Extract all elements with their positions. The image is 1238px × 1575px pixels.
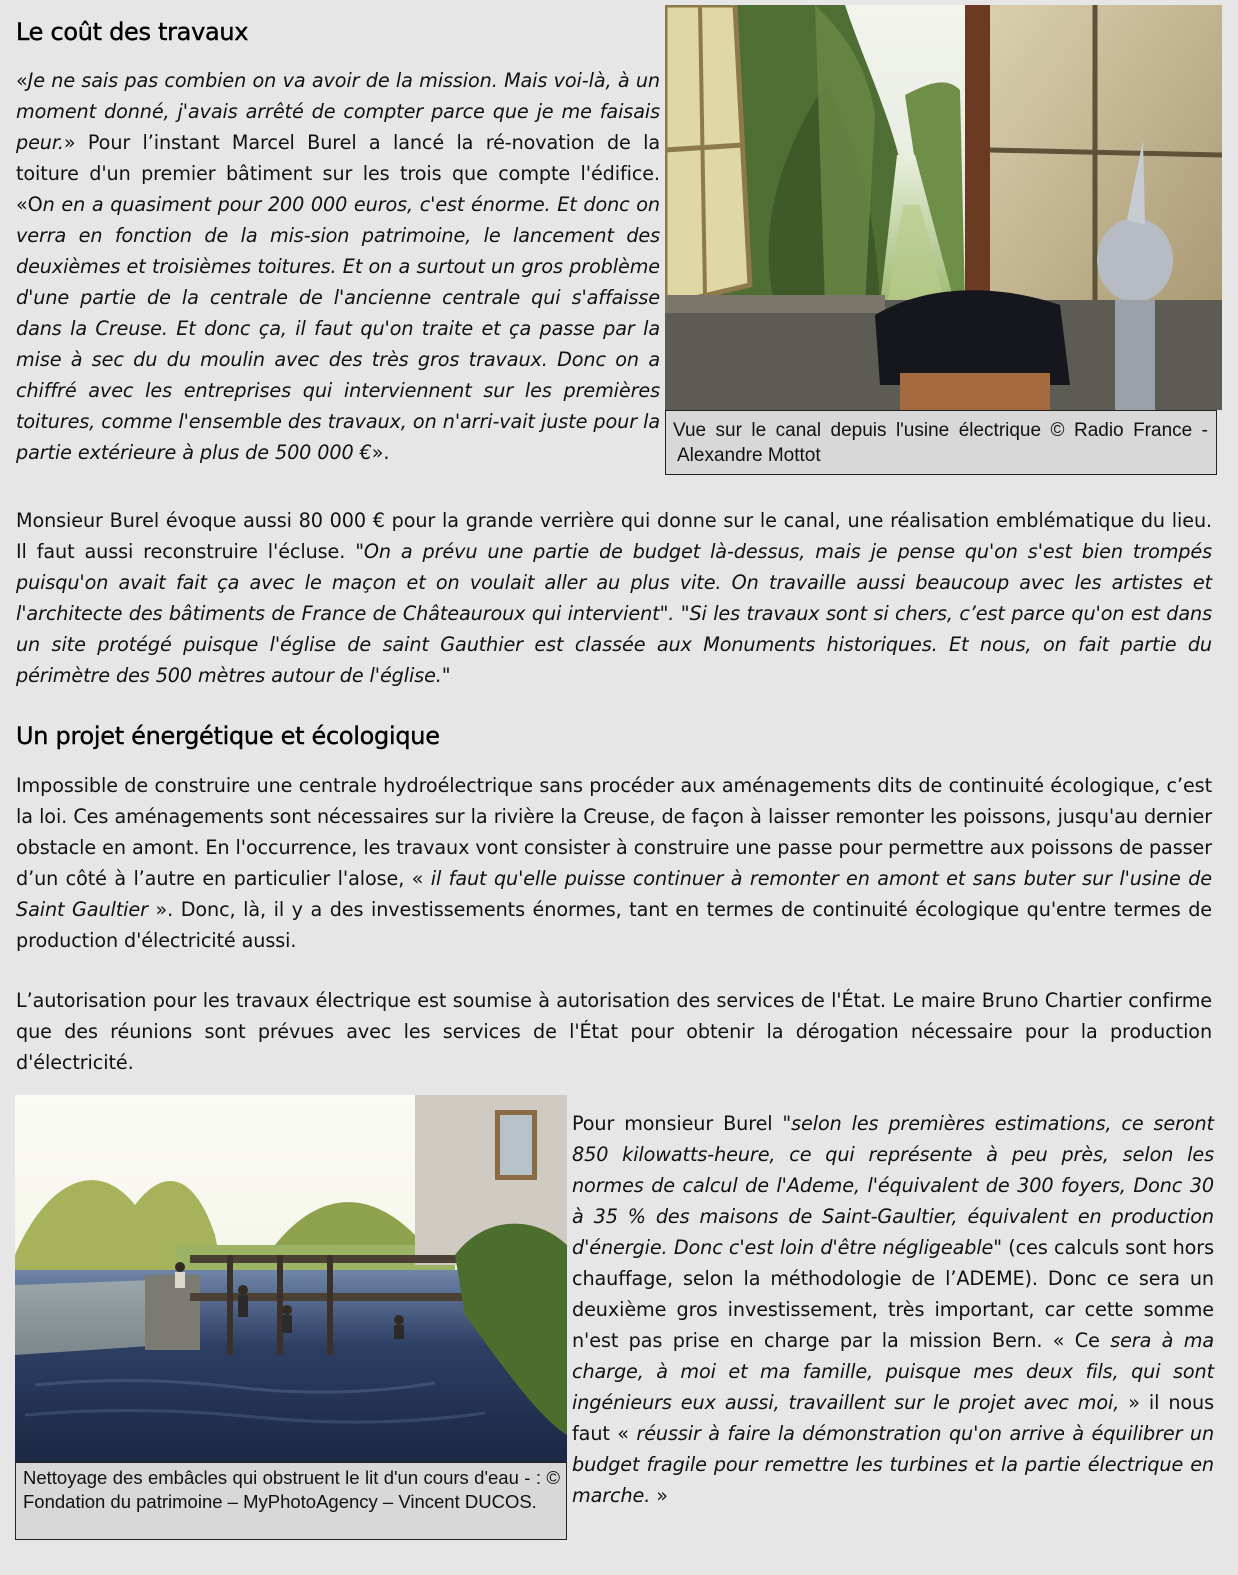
photo-caption-canal — [665, 410, 1217, 475]
quote-text: Je ne sais pas combien on va avoir de la mission. Mais voi-là, à un moment donné, j'avais arrêté de compter parce que je me faisais peur. — [16, 69, 660, 154]
embacles-photo-image — [15, 1095, 567, 1462]
body-text: ». Donc, là, il y a des investissements énormes, tant en termes de continuité écologique qu'entre termes de production d'électricité aussi. — [16, 898, 1212, 952]
body-text: Impossible de construire une centrale hydroélectrique sans procéder aux aménagements dits de continuité écologique, c’est la loi. Ces aménagements sont nécessaires sur la rivière la Creuse, de façon à laisser remonter les poissons, jusqu'au dernier obstacle en amont. En l'occurrence, les travaux vont consister à construire une passe pour permettre aux poissons de passer d’un côté à l’autre en particulier l'alose, « — [16, 774, 1212, 890]
body-text: " (ces calculs sont hors chauffage, selon la méthodologie de l’ADEME). Donc ce sera un deuxième gros investissement, très important, car cette somme n'est pas prise en charge par la mission Bern. « Ce — [572, 1236, 1214, 1352]
paragraph-production — [572, 1108, 1214, 1511]
body-text: » il nous faut « — [572, 1391, 1214, 1445]
body-text: Monsieur Burel évoque aussi 80 000 € pour la grande verrière qui donne sur le canal, une réalisation emblématique du lieu. Il faut aussi reconstruire l'écluse. " — [16, 509, 1212, 563]
body-text: » — [650, 1484, 668, 1507]
photo-canal-view — [665, 5, 1222, 410]
paragraph-continuite — [16, 770, 1212, 956]
paragraph-cout-intro — [16, 65, 660, 468]
quote-text: il faut qu'elle puisse continuer à remonter en amont et sans buter sur l'usine de Saint Gaultier — [16, 867, 1212, 921]
body-text: ». — [371, 441, 390, 464]
paragraph-cout-verriere — [16, 505, 1212, 691]
body-text: Pour monsieur Burel " — [572, 1112, 792, 1135]
section-heading-projet: Un projet énergétique et écologique — [16, 722, 440, 750]
photo-embacles — [15, 1095, 567, 1462]
caption-line-2: Alexandre Mottot — [677, 445, 821, 466]
canal-photo-image — [665, 5, 1222, 410]
quote-text: sera à ma charge, à moi et ma famille, puisque mes deux fils, qui sont ingénieurs eux aussi, travaillent sur le projet avec moi, — [572, 1329, 1214, 1414]
caption-line-1: Vue sur le canal depuis l'usine électrique © Radio France - — [673, 420, 1208, 441]
quote-text: selon les premières estimations, ce seront 850 kilowatts-heure, ce qui représente à peu près, selon les normes de calcul de l'Ademe, l'équivalent de 300 foyers, Donc 30 à 35 % des maisons de Saint-Gaultier, équivalent en production d'énergie. Donc c'est loin d'être négligeable — [572, 1112, 1214, 1259]
quote-text: réussir à faire la démonstration qu'on arrive à équilibrer un budget fragile pour remettre les turbines et la partie électrique en marche. — [572, 1422, 1215, 1507]
quote-text: n en a quasiment pour 200 000 euros, c'est énorme. Et donc on verra en fonction de la mis-sion patrimoine, le lancement des deuxièmes et troisièmes toitures. Et on a surtout un gros problème d'une partie de la centrale de l'ancienne centrale qui s'affaisse dans la Creuse. Et donc ça, il faut qu'on traite et ça passe par la mise à sec du du moulin avec des très gros travaux. Donc on a chiffré avec les entreprises qui interviennent sur les premières toitures, comme l'ensemble des travaux, on n'arri-vait juste pour la partie extérieure à plus de 500 000 € — [16, 193, 660, 464]
section-heading-cout: Le coût des travaux — [16, 18, 249, 46]
body-text: » Pour l’instant Marcel Burel a lancé la ré-novation de la toiture d'un premier bâtiment sur les trois que compte l'édifice. «O — [16, 131, 660, 216]
quote-text: On a prévu une partie de budget là-dessus, mais je pense qu'on s'est bien trompés puisqu'on avait fait ça avec le maçon et on voulait aller au plus vite. On travaille aussi beaucoup avec les artistes et l'architecte des bâtiments de France de Châteauroux qui intervient". "Si les travaux sont si chers, c’est parce qu'on est dans un site protégé puisque l'église de saint Gauthier est classée aux Monuments historiques. Et nous, on fait partie du périmètre des 500 mètres autour de l'église. — [16, 540, 1212, 687]
quote-mark: « — [16, 69, 28, 92]
body-text: " — [441, 664, 451, 687]
photo-caption-embacles: Nettoyage des embâcles qui obstruent le lit d'un cours d'eau - : © Fondation du patrimoine – MyPhotoAgency – Vincent DUCOS. — [15, 1462, 567, 1540]
paragraph-autorisation: L’autorisation pour les travaux électrique est soumise à autorisation des services de l'État. Le maire Bruno Chartier confirme que des réunions sont prévues avec les services de l'État pour obtenir la dérogation nécessaire pour la production d'électricité. — [16, 989, 1212, 1074]
